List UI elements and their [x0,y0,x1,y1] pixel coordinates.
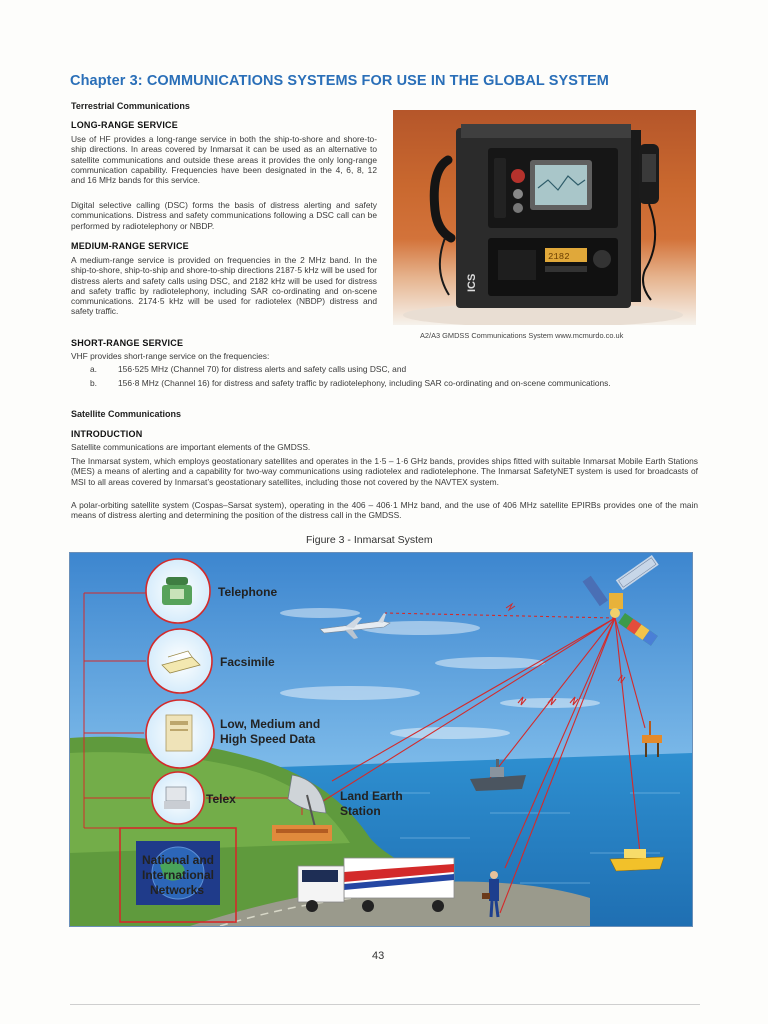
inmarsat-diagram [70,553,692,926]
satellite-paragraph-2: The Inmarsat system, which employs geostationary satellites and operates in the 1·5 – 1·6 GHz bands, provides ships fitted with suitable Inmarsat Mobile Earth Stations (MES) a means of alerting and a capability for two-way communications using radiotelex and radiotelephone. The Inmarsat SafetyNET system is used for broadcasts of MSI to all areas covered by Inmarsat’s geostationary satellites, including those not covered by the NAVTEX system. [71,456,698,487]
networks-label-line3: Networks [150,883,205,897]
dsc-paragraph: Digital selective calling (DSC) forms the basis of distress alerting and safety communications. Distress and safety communications following a DSC call can be performed by radiotelephony or NBDP. [71,200,377,231]
chapter-title: Chapter 3: COMMUNICATIONS SYSTEMS FOR USE IN THE GLOBAL SYSTEM [70,73,609,89]
short-range-intro: VHF provides short-range service on the frequencies: [71,351,270,361]
facsimile-node [148,629,212,693]
terrestrial-heading: Terrestrial Communications [71,101,190,111]
telex-node [152,772,204,824]
satellite-heading: Satellite Communications [71,409,182,419]
data-label-line2: High Speed Data [220,732,316,746]
facsimile-label: Facsimile [220,655,275,669]
list-item-b: 156·8 MHz (Channel 16) for distress and safety traffic by radiotelephony, including SAR co-ordinating and on-scene communications. [118,378,611,388]
ics-logo: ICS [466,273,478,292]
list-item-a: 156·525 MHz (Channel 70) for distress alerts and safety calls using DSC, and [118,364,407,374]
computer-icon [166,715,192,751]
land-earth-station-label-line1: Land Earth [340,789,403,803]
svg-text:2182: 2182 [548,252,570,262]
telex-icon [164,787,190,809]
long-range-heading: LONG-RANGE SERVICE [71,120,178,130]
long-range-paragraph: Use of HF provides a long-range service in both the ship-to-shore and shore-to-ship directions. In areas covered by Inmarsat it can be used as an alternative to satellite communications and outside these areas it provides the only long-range communication capability. Frequencies have been designated in the 4, 6, 8, 12 and 16 MHz bands for this service. [71,134,377,186]
telephone-node [146,559,210,623]
list-marker-b: b. [90,378,97,388]
introduction-heading: INTRODUCTION [71,429,143,439]
medium-range-heading: MEDIUM-RANGE SERVICE [71,241,189,251]
land-earth-station-label-line2: Station [340,804,381,818]
photo-gmdss-console [393,110,696,325]
console-illustration [393,110,696,325]
telex-label: Telex [206,792,236,806]
short-range-heading: SHORT-RANGE SERVICE [71,338,184,348]
list-marker-a: a. [90,364,97,374]
figure-title: Figure 3 - Inmarsat System [306,534,433,546]
footer-rule [70,1004,700,1005]
data-label-line1: Low, Medium and [220,717,321,731]
satellite-paragraph-1: Satellite communications are important elements of the GMDSS. [71,442,311,452]
data-node [146,700,214,768]
networks-label-line2: International [142,868,215,882]
telephone-icon [162,577,192,605]
telephone-label: Telephone [218,585,278,599]
satellite-paragraph-3: A polar-orbiting satellite system (Cospas–Sarsat system), operating in the 406 – 406·1 MHz band, and the use of 406 MHz satellite EPIRBs provides one of the main means of distress alerting and determining the position of the distress call in the GMDSS. [71,500,698,521]
inmarsat-figure [69,552,693,927]
page-number: 43 [372,950,385,962]
networks-label-line1: National and [142,853,215,867]
photo-caption: A2/A3 GMDSS Communications System www.mcmurdo.co.uk [420,331,624,340]
medium-range-paragraph: A medium-range service is provided on frequencies in the 2 MHz band. In the ship-to-shore, ship-to-ship and shore-to-ship directions 2187·5 kHz will be used for distress alerts and safety calls using DSC, and 2182 kHz will be used for distress and safety traffic by radiotelephony, including SAR co-ordinating and on-scene communications. 2174·5 kHz will be used for radiotelex (NBDP) distress and safety traffic. [71,255,377,317]
